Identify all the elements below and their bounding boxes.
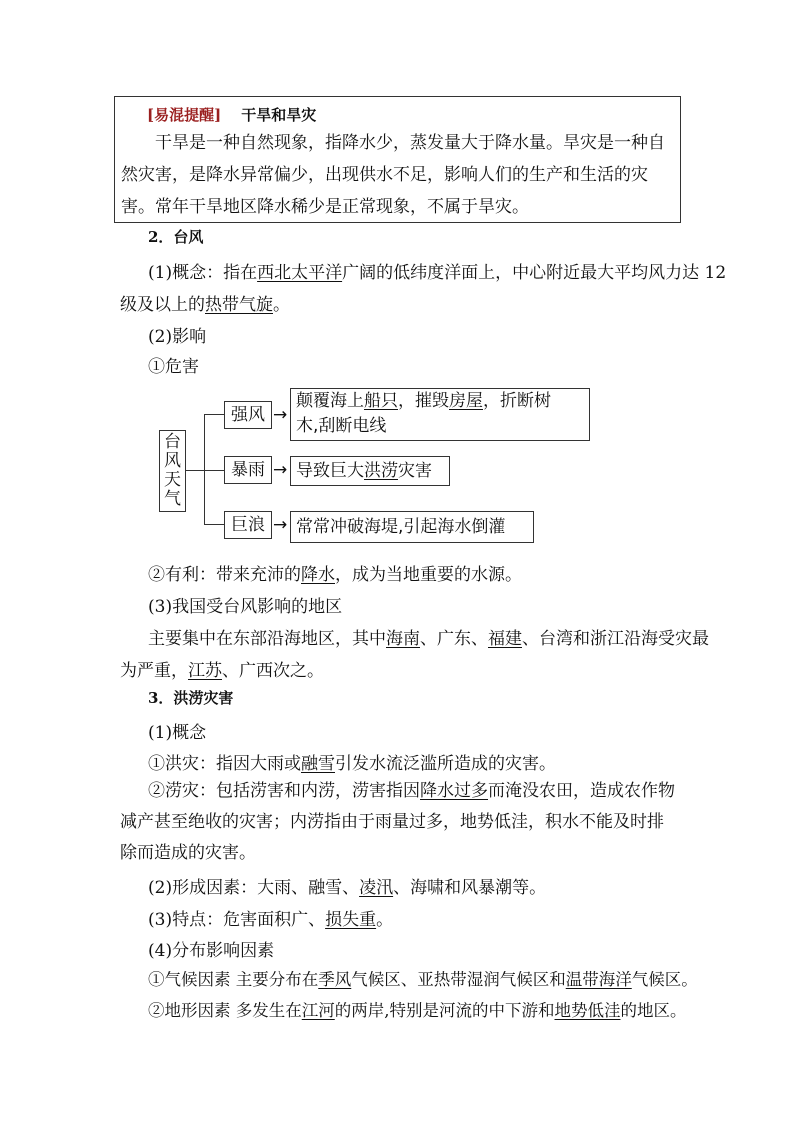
underlined-term: 热带气旋	[205, 295, 273, 315]
text: (1)概念：指在	[148, 263, 258, 283]
underlined-term: 地势低洼	[554, 1001, 621, 1020]
flood-concept: (1)概念	[148, 723, 207, 743]
flood-def	[148, 749, 708, 774]
text: 引发水流泛滥所造成的灾害。	[335, 754, 556, 774]
text: 、台湾和浙江沿海受灾最	[522, 629, 709, 649]
flood-heading: 3．洪涝灾害	[148, 689, 234, 707]
text: 颠覆海上	[296, 391, 364, 411]
flood-climate	[148, 966, 708, 990]
text: (3)特点：危害面积广、	[148, 910, 326, 930]
text: 主要集中在东部沿海地区，其中	[148, 629, 386, 649]
text: (2)形成因素：大雨、融雪、	[148, 878, 360, 898]
underlined-term: 季风	[318, 970, 352, 989]
text: 的地区。	[620, 1001, 687, 1020]
text: ②涝灾：包括涝害和内涝，涝害指因	[148, 781, 420, 801]
underlined-term: 西北太平洋	[257, 263, 343, 283]
branch-rainstorm: 暴雨	[224, 456, 272, 484]
connector	[204, 524, 224, 525]
flood-features	[148, 905, 708, 930]
text: ②地形因素 多发生在	[148, 1001, 302, 1020]
text: 导致巨大	[296, 461, 364, 481]
text: 、海啸和风暴潮等。	[393, 878, 547, 898]
text: ，成为当地重要的水源。	[335, 565, 522, 585]
typhoon-concept-line2	[120, 290, 680, 315]
note-body: 干旱是一种自然现象，指降水少，蒸发量大于降水量。旱灾是一种自然灾害，是降水异常偏少，出现供水不足，影响人们的生产和生活的灾害。常年干旱地区降水稀少是正常现象，不属于旱灾。	[121, 133, 665, 217]
underlined-term: 海南	[386, 629, 420, 649]
flood-terrain	[148, 997, 708, 1021]
underlined-term: 降水	[301, 565, 335, 585]
diagram-root-box	[159, 430, 186, 512]
underlined-term: 江河	[301, 1001, 335, 1020]
typhoon-concept-line1	[148, 258, 727, 283]
underlined-term: 降水过多	[420, 781, 488, 801]
text: 级及以上的	[120, 295, 205, 315]
result-rainstorm	[290, 456, 450, 486]
typhoon-areas-line2	[120, 656, 680, 681]
underlined-term: 江苏	[188, 661, 222, 681]
note-box	[114, 96, 681, 223]
branch-big-waves: 巨浪	[224, 511, 272, 539]
text: 。	[376, 910, 394, 930]
root-char: 气	[164, 489, 181, 509]
text: 的两岸,特别是河流的中下游和	[334, 1001, 555, 1020]
arrow-icon: →	[273, 460, 288, 480]
text: 气候区、亚热带湿润气候区和	[351, 970, 566, 989]
text: ①洪灾：指因大雨或	[148, 754, 301, 774]
text: 、广西次之。	[222, 661, 324, 681]
typhoon-areas-heading: (3)我国受台风影响的地区	[148, 597, 343, 617]
text: 广阔的低纬度洋面上，中心附近最大平均风力达 12	[342, 263, 727, 283]
underlined-term: 损失重	[325, 910, 377, 930]
root-char: 天	[164, 470, 181, 490]
typhoon-benefit	[148, 560, 708, 585]
text: 。	[273, 295, 290, 315]
text: 灾害	[398, 461, 432, 481]
arrow-icon: →	[273, 405, 288, 425]
connector	[204, 470, 224, 471]
text: 木,刮断电线	[296, 416, 387, 436]
typhoon-impact: (2)影响	[148, 327, 207, 347]
note-header	[121, 101, 674, 127]
root-char: 风	[164, 451, 181, 471]
typhoon-harm: ①危害	[148, 357, 199, 377]
waterlogging-def	[120, 776, 678, 869]
text: 为严重，	[120, 661, 188, 681]
underlined-term: 凌汛	[359, 878, 394, 898]
connector	[186, 470, 204, 471]
result-strong-wind	[290, 388, 590, 441]
flood-distribution: (4)分布影响因素	[148, 941, 275, 961]
text: ①气候因素 主要分布在	[148, 970, 319, 989]
underlined-term: 融雪	[301, 754, 335, 774]
result-big-waves: 常常冲破海堤,引起海水倒灌	[290, 511, 534, 543]
flood-factors	[148, 873, 708, 898]
text: ，摧毁	[398, 391, 449, 411]
text: ，折断树	[483, 391, 551, 411]
text: ②有利：带来充沛的	[148, 565, 301, 585]
typhoon-areas-line1	[148, 624, 708, 649]
typhoon-heading: 2．台风	[148, 228, 204, 246]
underlined-term: 洪涝	[364, 461, 398, 481]
underlined-term: 福建	[488, 629, 522, 649]
text: 而淹没农田，造成农作物减产甚至绝收的灾害；内涝指由于雨量过多，地势低洼，积水不能及时排除而造成的灾害。	[120, 781, 675, 863]
arrow-icon: →	[273, 515, 288, 535]
underlined-term: 温带海洋	[565, 970, 632, 989]
connector	[204, 414, 224, 415]
note-title: 干旱和旱灾	[241, 105, 317, 124]
text: 气候区。	[631, 970, 698, 989]
root-char: 台	[164, 432, 181, 452]
text: 、广东、	[420, 629, 488, 649]
underlined-term: 船只	[364, 391, 398, 411]
connector	[204, 414, 205, 524]
branch-strong-wind: 强风	[224, 401, 272, 429]
underlined-term: 房屋	[449, 391, 483, 411]
note-tag: [易混提醒]	[147, 105, 222, 124]
